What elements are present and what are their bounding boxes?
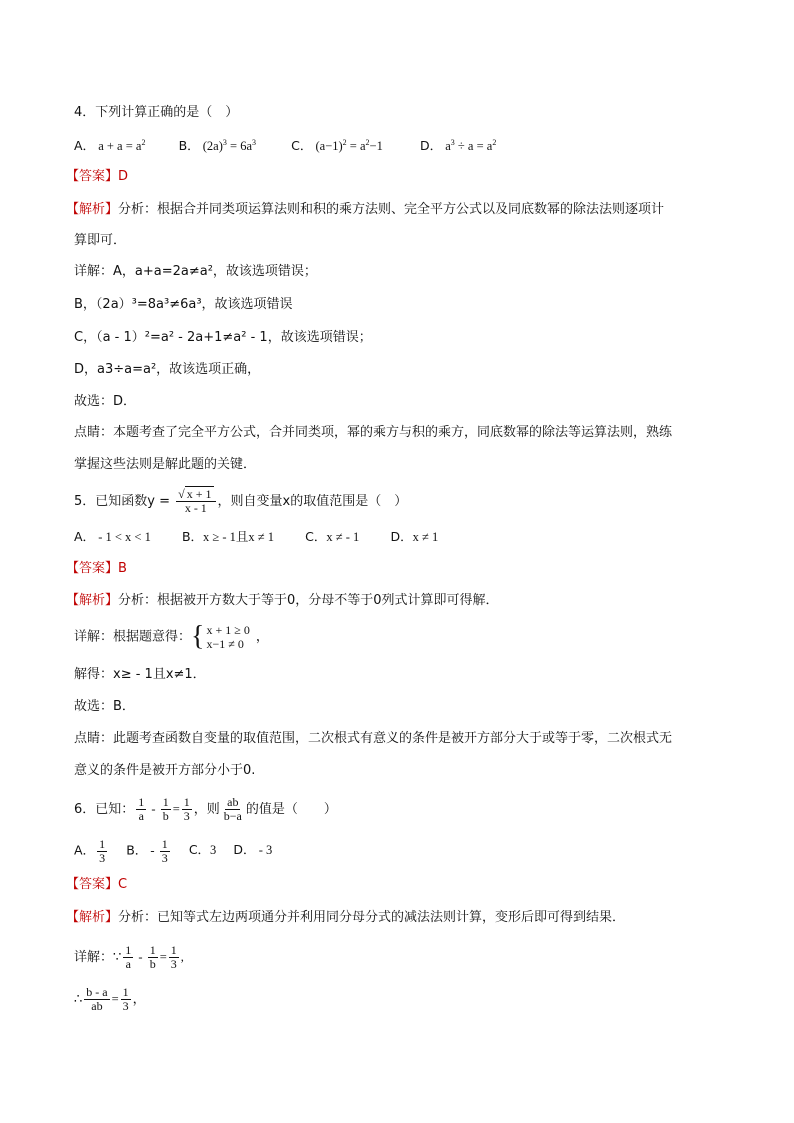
q5-denominator: x - 1: [184, 501, 207, 515]
therefore-icon: ∴: [74, 992, 83, 1007]
answer-tag: 【答案】: [66, 561, 119, 576]
q5-sys-post: ，: [255, 629, 269, 645]
q6-frac-ab-over-b-minus-a: [222, 796, 244, 823]
q6-then: ，则: [193, 802, 220, 817]
q4-opt-a-label: A．: [74, 138, 96, 153]
q6-opt-b-label: B．: [126, 842, 148, 858]
q6-therefore-line: [74, 986, 146, 1013]
q5-choose: 故选：B．: [74, 699, 135, 714]
q4-comment: 点睛：本题考查了完全平方公式，合并同类项，幂的乘方与积的乘方，同底数幂的除法等运算法则，熟练: [74, 425, 673, 440]
q6-answer: [66, 876, 127, 894]
frac-denominator: ab: [91, 999, 103, 1013]
analysis-text: 分析：已知等式左边两项通分并利用同分母分式的减法法则计算，变形后即可得到结果．: [118, 910, 626, 925]
q6-stem-pre: 6．已知：: [74, 802, 135, 817]
analysis-text: 分析：根据被开方数大于等于0，分母不等于0列式计算即可得解．: [118, 593, 499, 608]
q5-function-fraction: [176, 488, 215, 515]
analysis-tag: 【解析】: [66, 910, 119, 925]
q6-stem: [74, 796, 337, 823]
frac-numerator: 1: [122, 985, 129, 999]
frac-numerator: 1: [170, 943, 177, 957]
q6-stem-post: 的值是（ ）: [245, 802, 337, 817]
analysis-tag: 【解析】: [66, 202, 119, 217]
q5-stem-pre: 5．已知函数y =: [74, 494, 175, 509]
q6-minus: -: [148, 802, 159, 816]
q5-inequality-system: [191, 623, 250, 651]
frac-denominator: 3: [183, 809, 190, 823]
q4-answer: [66, 168, 128, 186]
q5-options: [74, 528, 464, 546]
q5-comment-cont: 意义的条件是被开方部分小于0.: [74, 763, 256, 778]
q5-opt-c-label: C．: [305, 529, 327, 544]
q6-therefore-frac-1-over-3: [121, 986, 131, 1013]
q4-detail-a: 详解：A，a+a=2a≠a²，故该选项错误；: [74, 264, 317, 279]
frac-numerator: 1: [149, 943, 156, 957]
q6-detail-equals: =: [159, 950, 167, 964]
answer-tag: 【答案】: [66, 877, 119, 892]
q4-opt-b-label: B．: [178, 138, 200, 153]
frac-denominator: a: [138, 809, 144, 823]
left-brace-icon: {: [191, 621, 205, 652]
q5-opt-a-label: A．: [74, 529, 96, 544]
q6-detail-frac-1-over-b: [148, 944, 158, 971]
q6-frac-1-over-b: [161, 796, 171, 823]
q5-sys-row-1: x + 1 ≥ 0: [206, 623, 250, 637]
frac-denominator: b: [162, 809, 169, 823]
q6-analysis: [66, 909, 625, 927]
frac-numerator: b - a: [86, 985, 108, 999]
q6-opt-b-frac: [160, 838, 170, 865]
q4-detail-d: D，a3÷a=a²，故该选项正确，: [74, 362, 261, 377]
frac-numerator: 1: [138, 795, 145, 809]
frac-numerator: ab: [227, 795, 239, 809]
q5-opt-c-expr: x ≠ - 1: [326, 530, 360, 544]
q6-opt-d-value: - 3: [255, 843, 273, 858]
q4-opt-c-label: C．: [291, 138, 313, 153]
q4-detail-b: B，（2a）³=8a³≠6a³，故该选项错误: [74, 297, 293, 312]
analysis-text: 分析：根据合并同类项运算法则和积的乘方法则、完全平方公式以及同底数幂的除法法则逐项计: [118, 202, 665, 217]
frac-denominator: a: [125, 957, 131, 971]
q6-options: [74, 838, 298, 865]
q5-stem: [74, 488, 407, 515]
q4-stem: 4．下列计算正确的是（ ）: [74, 105, 239, 120]
q4-detail-c: C，（a - 1）²=a² - 2a+1≠a² - 1，故该选项错误；: [74, 330, 372, 345]
q5-opt-a-expr: - 1 < x < 1: [95, 530, 151, 544]
q5-detail: [74, 623, 269, 651]
q6-opt-d-label: D．: [233, 842, 256, 858]
q4-analysis-cont: 算即可．: [74, 233, 127, 248]
q6-opt-a-label: A．: [74, 842, 96, 858]
q4-opt-b-expr: $(2a)^3 = 6a^3$: [202, 138, 256, 153]
q6-frac-1-over-a: [136, 796, 146, 823]
frac-denominator: 3: [170, 957, 177, 971]
frac-denominator: b−a: [223, 809, 242, 823]
q4-analysis: [66, 201, 664, 219]
q5-radicand: x + 1: [186, 487, 212, 501]
q6-therefore-equals: =: [111, 992, 119, 1006]
frac-numerator: 1: [162, 795, 169, 809]
q6-detail-comma: ,: [180, 950, 184, 964]
analysis-tag: 【解析】: [66, 593, 119, 608]
q6-opt-b-sign: -: [147, 843, 158, 858]
q4-opt-a-expr: $a + a = a^2$: [98, 138, 146, 153]
q5-solve: 解得：x≥ - 1且x≠1．: [74, 667, 206, 682]
q6-detail-pre: 详解：∵: [74, 950, 122, 965]
frac-numerator: 1: [161, 837, 168, 851]
q5-opt-d-expr: x ≠ 1: [412, 530, 439, 544]
q5-opt-b-label: B．: [181, 529, 204, 544]
q5-analysis: [66, 592, 499, 610]
q5-opt-b-expr: x ≥ - 1且x ≠ 1: [203, 530, 275, 544]
q6-therefore-comma: ，: [132, 992, 146, 1007]
q5-opt-d-label: D．: [390, 529, 413, 544]
q4-opt-d-expr: $a^3 \div a = a^2$: [445, 138, 497, 153]
frac-denominator: 3: [161, 851, 168, 865]
q6-detail-frac-1-over-a: [123, 944, 133, 971]
q6-opt-a-frac: [97, 838, 107, 865]
q5-comment: 点睛：此题考查函数自变量的取值范围，二次根式有意义的条件是被开方部分大于或等于零，二次根式无: [74, 731, 673, 746]
q6-detail-frac-1-over-3: [169, 944, 179, 971]
q4-opt-c-expr: $(a-1)^2 = a^2-1$: [315, 138, 383, 153]
q5-stem-post: ，则自变量x的取值范围是（ ）: [217, 494, 408, 509]
answer-value: D: [118, 169, 129, 184]
q5-answer: [66, 560, 127, 578]
q6-equals: =: [172, 802, 180, 816]
q6-opt-c-label: C．: [188, 842, 211, 858]
q5-detail-pre: 详解：根据题意得：: [74, 629, 192, 645]
sqrt-sign-icon: √: [178, 487, 185, 501]
q4-opt-d-label: D．: [419, 138, 443, 153]
answer-tag: 【答案】: [66, 169, 119, 184]
q6-frac-b-minus-a-over-ab: [84, 986, 109, 1013]
q4-choose: 故选：D．: [74, 394, 137, 409]
frac-denominator: 3: [122, 999, 129, 1013]
frac-numerator: 1: [183, 795, 190, 809]
q6-detail-minus: -: [135, 950, 146, 964]
q6-opt-c-value: 3: [210, 843, 217, 858]
answer-value: B: [118, 561, 127, 576]
q6-detail: [74, 944, 184, 971]
q5-sys-row-2: x−1 ≠ 0: [206, 637, 244, 651]
frac-denominator: 3: [99, 851, 106, 865]
q6-frac-1-over-3: [182, 796, 192, 823]
answer-value: C: [118, 877, 128, 892]
frac-numerator: 1: [99, 837, 106, 851]
frac-denominator: b: [149, 957, 156, 971]
frac-numerator: 1: [125, 943, 132, 957]
q4-comment-cont: 掌握这些法则是解此题的关键．: [74, 457, 257, 472]
q4-options: [74, 137, 522, 155]
